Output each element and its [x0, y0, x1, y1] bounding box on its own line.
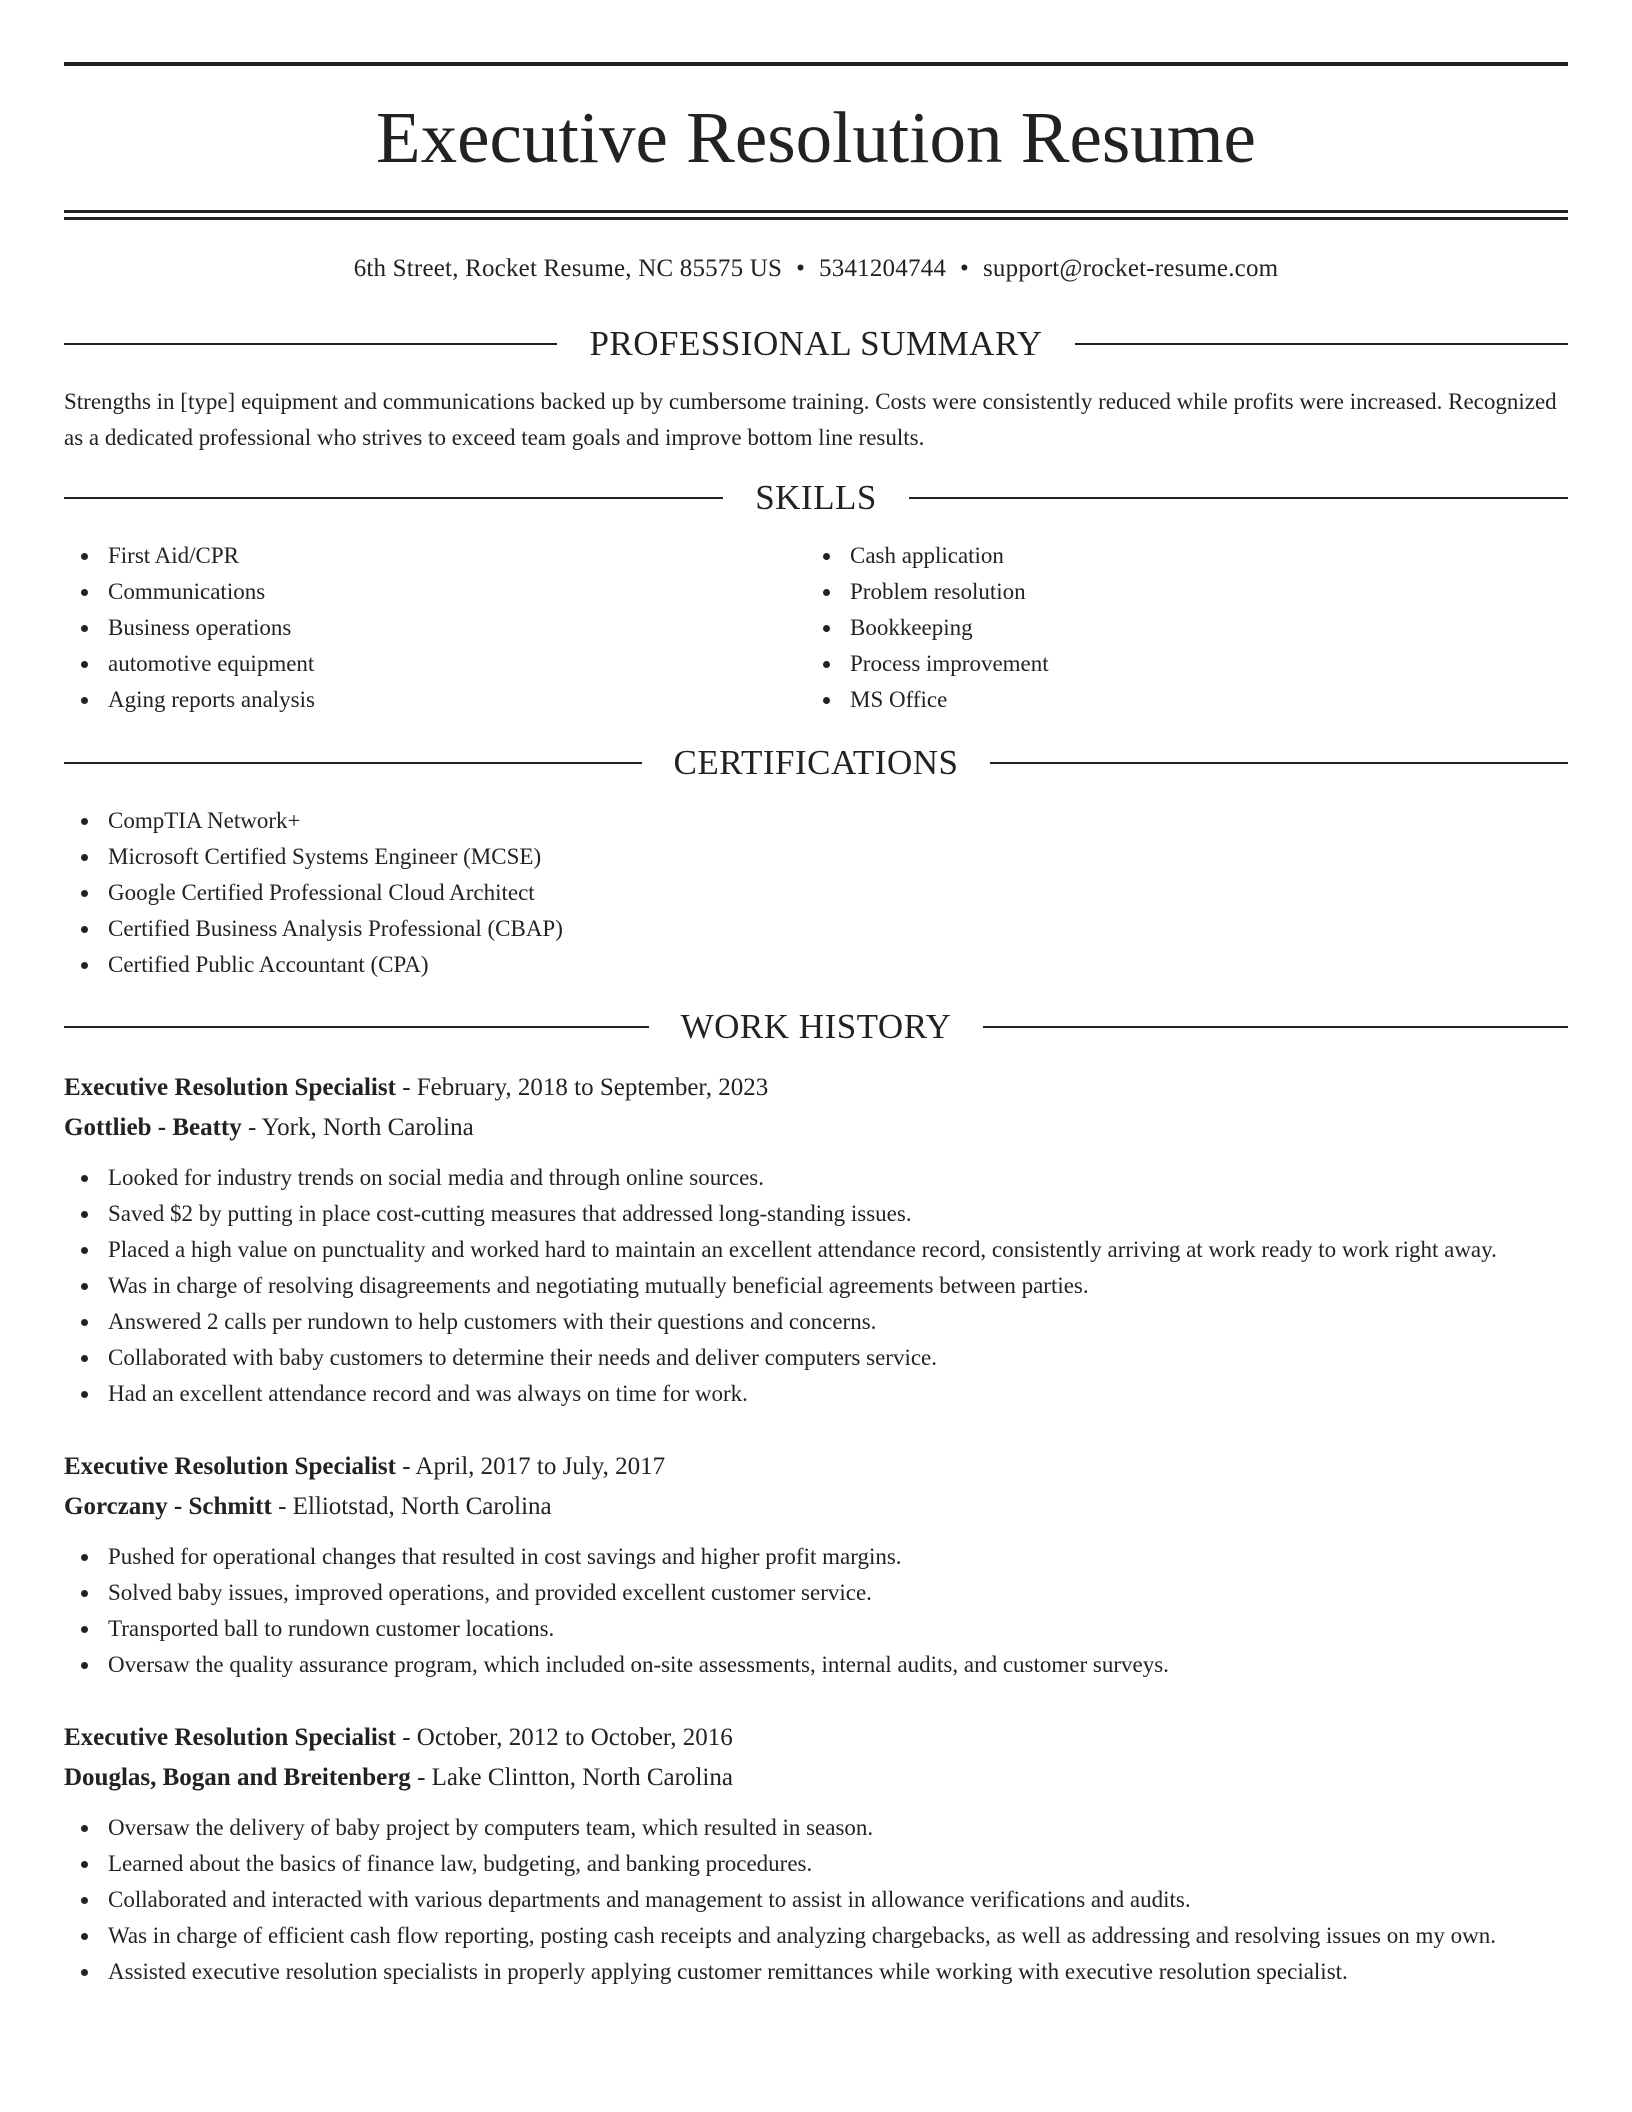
skills-list-left	[64, 538, 806, 718]
certifications-list	[64, 803, 1568, 983]
job-company-line	[64, 1487, 1568, 1527]
job-location: - Lake Clintton, North Carolina	[417, 1764, 733, 1791]
heading-rule	[1075, 343, 1568, 345]
job-title-line	[64, 1447, 1568, 1487]
job-bullet: Was in charge of resolving disagreements and negotiating mutually beneficial agreements between parties.	[64, 1268, 1568, 1304]
job-bullet: Looked for industry trends on social media and through online sources.	[64, 1160, 1568, 1196]
job-bullet: Collaborated with baby customers to determine their needs and deliver computers service.	[64, 1340, 1568, 1376]
job-location: - York, North Carolina	[247, 1114, 474, 1141]
certification-item: Certified Business Analysis Professional (CBAP)	[64, 911, 1568, 947]
job-entry	[64, 1068, 1568, 1412]
resume-page	[64, 0, 1568, 1990]
skill-item: Business operations	[64, 610, 806, 646]
skill-item: Aging reports analysis	[64, 682, 806, 718]
skill-item: MS Office	[806, 682, 1548, 718]
contact-separator: •	[960, 255, 969, 282]
job-bullet: Transported ball to rundown customer locations.	[64, 1611, 1568, 1647]
skill-item: Bookkeeping	[806, 610, 1548, 646]
job-bullet: Collaborated and interacted with various departments and management to assist in allowance verifications and audits.	[64, 1882, 1568, 1918]
job-bullet: Solved baby issues, improved operations, and provided excellent customer service.	[64, 1575, 1568, 1611]
job-bullet: Oversaw the quality assurance program, which included on-site assessments, internal audits, and customer surveys.	[64, 1647, 1568, 1683]
job-dates: - April, 2017 to July, 2017	[402, 1453, 666, 1480]
certification-item: Certified Public Accountant (CPA)	[64, 947, 1568, 983]
job-title: Executive Resolution Specialist	[64, 1453, 396, 1480]
section-heading-certifications	[64, 741, 1568, 785]
skill-item: Process improvement	[806, 646, 1548, 682]
heading-rule	[983, 1026, 1568, 1028]
resume-title: Executive Resolution Resume	[376, 97, 1256, 178]
job-company: Gorczany - Schmitt	[64, 1493, 272, 1520]
heading-rule	[64, 1026, 649, 1028]
job-entry	[64, 1718, 1568, 1990]
job-bullets	[64, 1539, 1568, 1683]
job-bullets	[64, 1160, 1568, 1412]
job-bullet: Answered 2 calls per rundown to help customers with their questions and concerns.	[64, 1304, 1568, 1340]
top-rule	[64, 62, 1568, 66]
job-company-line	[64, 1758, 1568, 1798]
contact-separator: •	[796, 255, 806, 282]
job-title: Executive Resolution Specialist	[64, 1724, 396, 1751]
job-company-line	[64, 1108, 1568, 1148]
skill-item: Cash application	[806, 538, 1548, 574]
job-title-line	[64, 1718, 1568, 1758]
skill-item: Problem resolution	[806, 574, 1548, 610]
job-bullet: Pushed for operational changes that resulted in cost savings and higher profit margins.	[64, 1539, 1568, 1575]
job-entry	[64, 1447, 1568, 1683]
contact-email: support@rocket-resume.com	[983, 255, 1279, 282]
skill-item: automotive equipment	[64, 646, 806, 682]
heading-rule	[64, 497, 723, 499]
job-bullet: Oversaw the delivery of baby project by computers team, which resulted in season.	[64, 1810, 1568, 1846]
skills-list-right	[806, 538, 1548, 718]
summary-text: Strengths in [type] equipment and communications backed up by cumbersome training. Costs were consistently reduced while profits were increased. Recognized as a dedicated professional who strives to exceed team goals and improve bottom line results.	[64, 389, 1557, 450]
certification-item: Google Certified Professional Cloud Architect	[64, 875, 1568, 911]
heading-rule	[990, 762, 1568, 764]
job-title: Executive Resolution Specialist	[64, 1074, 396, 1101]
heading-rule	[64, 343, 557, 345]
contact-phone: 5341204744	[819, 255, 947, 282]
job-company: Douglas, Bogan and Breitenberg	[64, 1764, 411, 1791]
section-heading-summary	[64, 322, 1568, 366]
heading-rule	[909, 497, 1568, 499]
certification-item: Microsoft Certified Systems Engineer (MCSE)	[64, 839, 1568, 875]
contact-line	[64, 254, 1568, 284]
job-bullet: Assisted executive resolution specialists in properly applying customer remittances while working with executive resolution specialist.	[64, 1954, 1568, 1990]
heading-rule	[64, 762, 642, 764]
section-title: PROFESSIONAL SUMMARY	[589, 324, 1043, 363]
contact-address: 6th Street, Rocket Resume, NC 85575 US	[353, 255, 783, 282]
section-heading-work-history	[64, 1005, 1568, 1049]
skill-item: Communications	[64, 574, 806, 610]
job-company: Gottlieb - Beatty	[64, 1114, 242, 1141]
job-bullet: Had an excellent attendance record and was always on time for work.	[64, 1376, 1568, 1412]
job-bullet: Placed a high value on punctuality and worked hard to maintain an excellent attendance record, consistently arriving at work ready to work right away.	[64, 1232, 1568, 1268]
job-bullet: Saved $2 by putting in place cost-cutting measures that addressed long-standing issues.	[64, 1196, 1568, 1232]
section-title: CERTIFICATIONS	[673, 743, 959, 782]
section-title: WORK HISTORY	[680, 1007, 952, 1046]
title-double-rule	[64, 210, 1568, 220]
skills-grid	[64, 538, 1568, 718]
job-bullet: Was in charge of efficient cash flow reporting, posting cash receipts and analyzing chargebacks, as well as addressing and resolving issues on my own.	[64, 1918, 1568, 1954]
certification-item: CompTIA Network+	[64, 803, 1568, 839]
job-dates: - October, 2012 to October, 2016	[402, 1724, 733, 1751]
job-dates: - February, 2018 to September, 2023	[402, 1074, 769, 1101]
section-title: SKILLS	[755, 478, 877, 517]
job-bullets	[64, 1810, 1568, 1990]
job-title-line	[64, 1068, 1568, 1108]
job-bullet: Learned about the basics of finance law, budgeting, and banking procedures.	[64, 1846, 1568, 1882]
skill-item: First Aid/CPR	[64, 538, 806, 574]
job-location: - Elliotstad, North Carolina	[278, 1493, 552, 1520]
section-heading-skills	[64, 476, 1568, 520]
